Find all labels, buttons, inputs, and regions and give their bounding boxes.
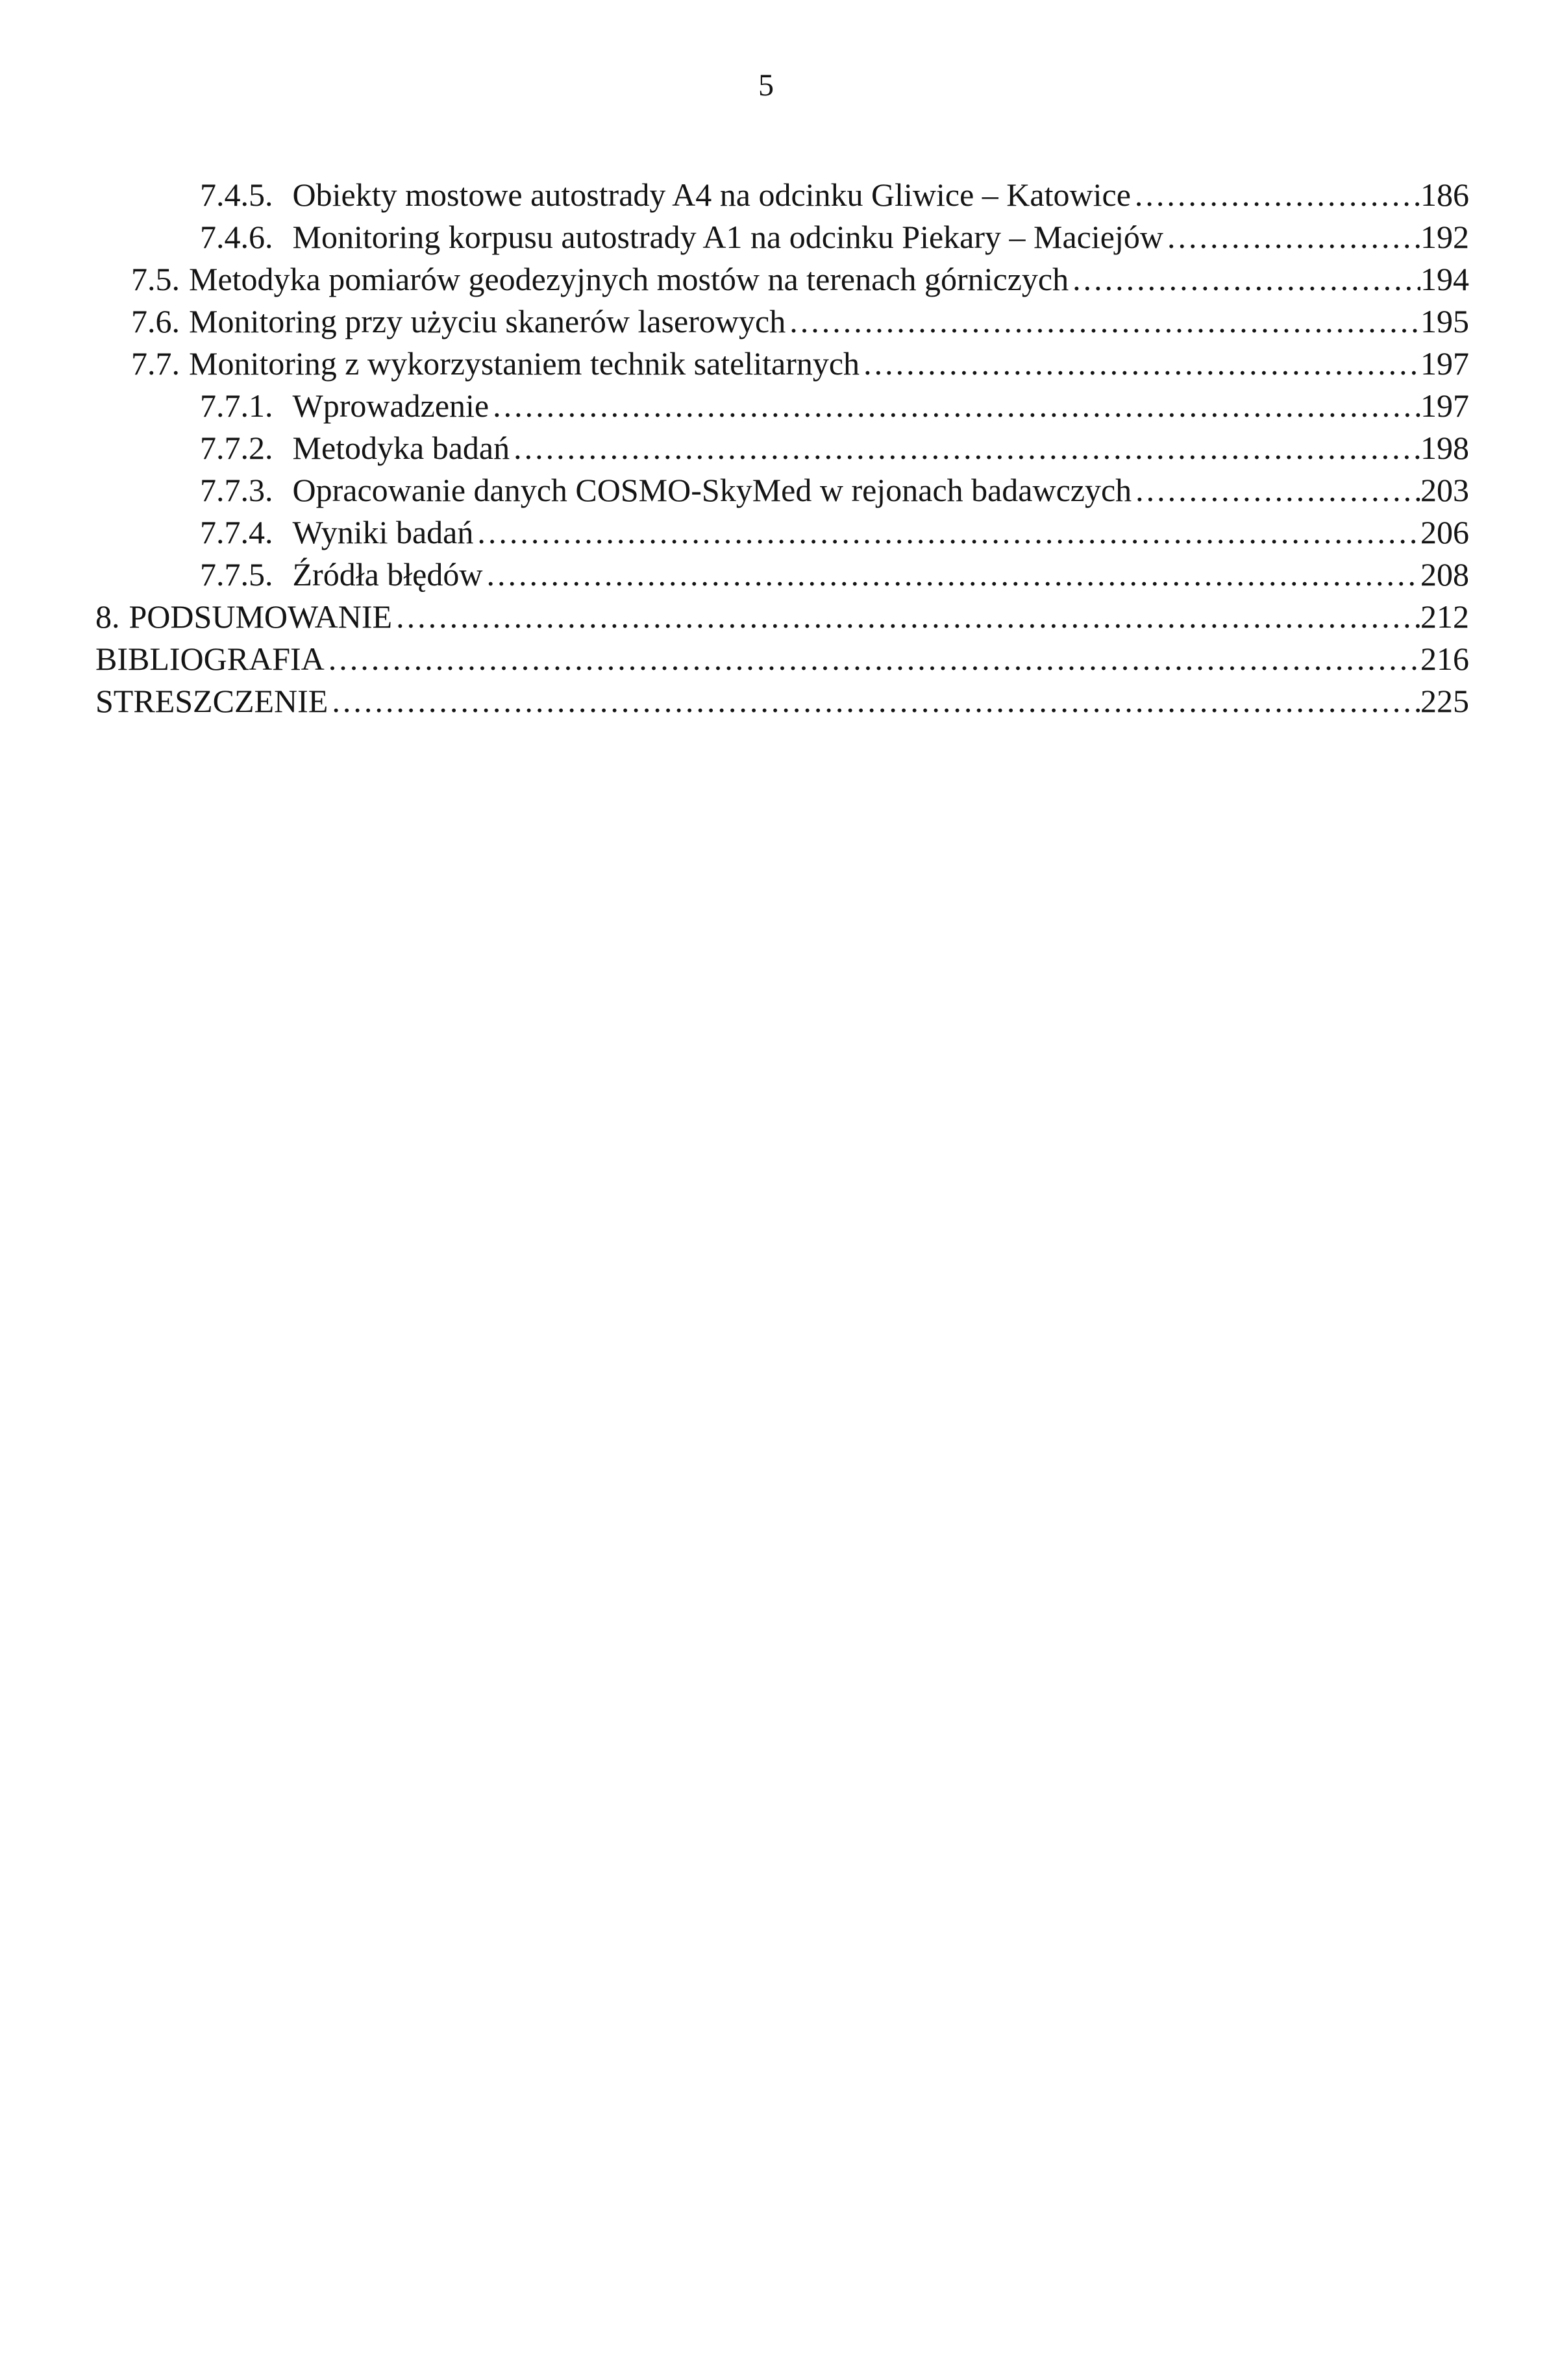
toc-dot-leader [510, 427, 1420, 469]
toc-entry [95, 385, 1469, 427]
toc-dot-leader [786, 301, 1420, 343]
toc-entry-title: Metodyka badań [292, 430, 510, 466]
toc-entry-number: 7.7.4. [200, 514, 273, 550]
toc-entry-page: 197 [1420, 345, 1469, 382]
toc-entry-number: 7.6. [131, 303, 180, 339]
toc-entry-page: 225 [1420, 683, 1469, 719]
toc-entry-title: Wyniki badań [292, 514, 474, 550]
toc-dot-leader [1131, 174, 1420, 216]
toc-entry-number: 7.4.6. [200, 219, 273, 255]
toc-dot-leader [328, 680, 1420, 722]
toc-entry [95, 638, 1469, 680]
toc-entry-page: 198 [1420, 430, 1469, 466]
toc-entry-title: Metodyka pomiarów geodezyjnych mostów na terenach górniczych [189, 261, 1069, 297]
toc-entry-title: STRESZCZENIE [95, 683, 328, 719]
toc-dot-leader [392, 596, 1420, 638]
toc-entry [95, 216, 1469, 258]
toc-entry-title: Monitoring przy użyciu skanerów laserowych [189, 303, 786, 339]
toc-entry [95, 554, 1469, 596]
toc-entry-page: 208 [1420, 556, 1469, 593]
toc-entry-page: 212 [1420, 598, 1469, 635]
toc-entry-page: 206 [1420, 514, 1469, 550]
toc-entry [95, 596, 1469, 638]
toc-list [95, 174, 1469, 722]
toc-entry [95, 427, 1469, 469]
toc-entry-number: 7.7. [131, 345, 180, 382]
toc-entry-number: 7.7.1. [200, 387, 273, 424]
toc-entry-number: 7.7.2. [200, 430, 273, 466]
toc-entry-title: Wprowadzenie [292, 387, 489, 424]
toc-entry-page: 194 [1420, 261, 1469, 297]
toc-dot-leader [473, 511, 1420, 554]
page-number: 5 [758, 68, 774, 103]
toc-entry-title: PODSUMOWANIE [129, 598, 393, 635]
toc-entry [95, 469, 1469, 511]
toc-entry-title: BIBLIOGRAFIA [95, 641, 325, 677]
toc-entry-title: Opracowanie danych COSMO-SkyMed w rejonach badawczych [292, 472, 1132, 508]
toc-entry-number: 8. [95, 598, 120, 635]
toc-entry-page: 197 [1420, 387, 1469, 424]
toc-entry-page: 195 [1420, 303, 1469, 339]
toc-entry-page: 216 [1420, 641, 1469, 677]
toc-entry [95, 258, 1469, 301]
toc-entry [95, 174, 1469, 216]
toc-entry-number: 7.7.5. [200, 556, 273, 593]
toc-entry [95, 301, 1469, 343]
toc-entry-page: 203 [1420, 472, 1469, 508]
toc-dot-leader [860, 343, 1420, 385]
toc-entry-title: Źródła błędów [292, 556, 483, 593]
toc-entry [95, 511, 1469, 554]
toc-dot-leader [325, 638, 1420, 680]
toc-dot-leader [1132, 469, 1420, 511]
toc-entry-page: 192 [1420, 219, 1469, 255]
toc-entry-number: 7.4.5. [200, 177, 273, 213]
toc-entry [95, 343, 1469, 385]
toc-dot-leader [1163, 216, 1420, 258]
toc-dot-leader [1069, 258, 1420, 301]
toc-dot-leader [482, 554, 1420, 596]
toc-entry-title: Obiekty mostowe autostrady A4 na odcinku Gliwice – Katowice [292, 177, 1131, 213]
toc-entry-title: Monitoring z wykorzystaniem technik satelitarnych [189, 345, 860, 382]
toc-entry-page: 186 [1420, 177, 1469, 213]
toc-entry-title: Monitoring korpusu autostrady A1 na odcinku Piekary – Maciejów [292, 219, 1163, 255]
toc-entry [95, 680, 1469, 722]
toc-dot-leader [489, 385, 1420, 427]
toc-entry-number: 7.7.3. [200, 472, 273, 508]
toc-entry-number: 7.5. [131, 261, 180, 297]
